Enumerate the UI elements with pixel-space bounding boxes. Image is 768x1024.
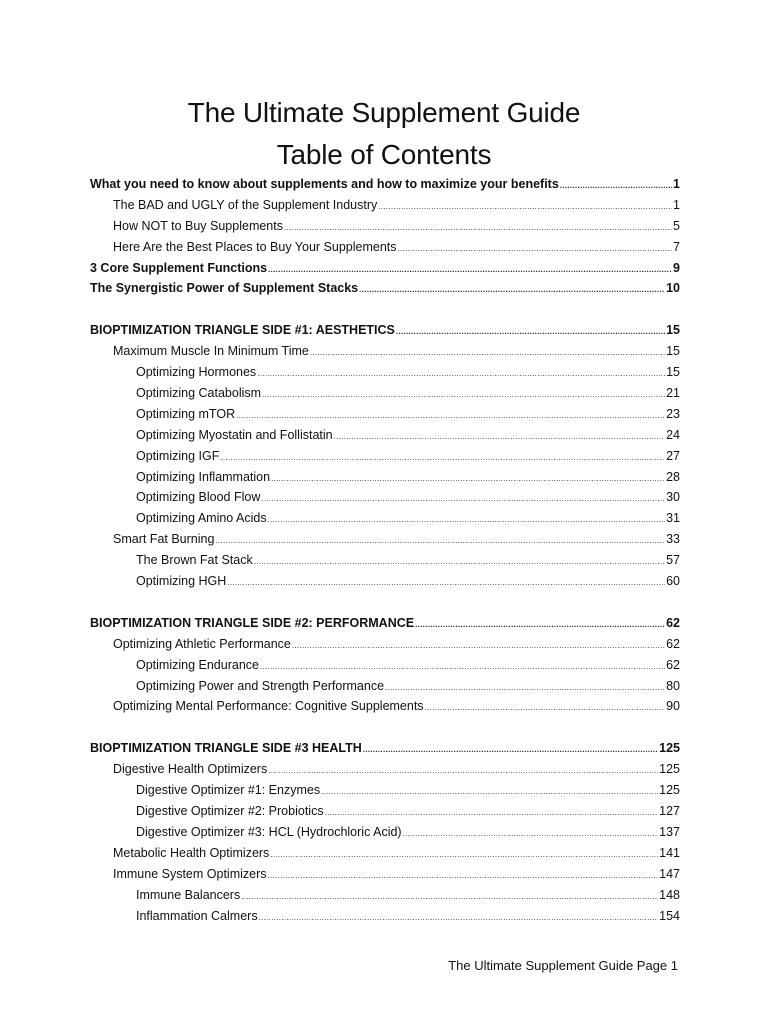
toc-entry-title: Inflammation Calmers bbox=[136, 908, 258, 923]
toc-entry[interactable] bbox=[90, 909, 680, 930]
toc-dot-leader bbox=[271, 474, 665, 483]
toc-entry[interactable] bbox=[90, 741, 680, 762]
toc-entry-title: Optimizing Athletic Performance bbox=[113, 636, 291, 651]
toc-entry[interactable] bbox=[90, 407, 680, 428]
toc-entry-title: 3 Core Supplement Functions bbox=[90, 260, 268, 275]
toc-dot-leader bbox=[403, 829, 659, 838]
toc-entry-page-number: 80 bbox=[666, 678, 680, 693]
toc-dot-leader bbox=[292, 641, 665, 650]
toc-entry[interactable] bbox=[90, 281, 680, 302]
toc-entry[interactable] bbox=[90, 867, 680, 888]
toc-entry-title: Optimizing Hormones bbox=[136, 365, 257, 380]
toc-entry-page-number: 15 bbox=[666, 344, 680, 359]
toc-entry[interactable] bbox=[90, 532, 680, 553]
toc-entry[interactable] bbox=[90, 219, 680, 240]
toc-entry-page-number: 1 bbox=[673, 177, 680, 191]
toc-dot-leader bbox=[284, 223, 672, 232]
toc-entry-page-number: 148 bbox=[659, 887, 680, 902]
toc-entry-page-number: 62 bbox=[666, 615, 680, 630]
toc-entry-title: The Synergistic Power of Supplement Stacks bbox=[90, 281, 359, 296]
toc-entry[interactable] bbox=[90, 637, 680, 658]
toc-entry[interactable] bbox=[90, 699, 680, 720]
toc-entry-page-number: 1 bbox=[673, 197, 680, 212]
toc-entry-title: Optimizing Myostatin and Follistatin bbox=[136, 427, 333, 442]
toc-entry-title: Optimizing Mental Performance: Cognitive Supplements bbox=[113, 699, 424, 714]
toc-entry-page-number: 7 bbox=[673, 239, 680, 254]
toc-entry-page-number: 9 bbox=[673, 260, 680, 275]
toc-entry-page-number: 31 bbox=[666, 511, 680, 526]
document-title bbox=[0, 92, 768, 176]
toc-entry-page-number: 33 bbox=[666, 532, 680, 547]
toc-entry-page-number: 57 bbox=[666, 553, 680, 568]
toc-dot-leader bbox=[259, 913, 659, 922]
toc-entry-page-number: 10 bbox=[666, 281, 680, 296]
toc-entry-title: How NOT to Buy Supplements bbox=[113, 218, 283, 233]
toc-entry-title: Smart Fat Burning bbox=[113, 532, 215, 547]
page-footer: The Ultimate Supplement Guide Page 1 bbox=[448, 958, 678, 973]
toc-dot-leader bbox=[227, 578, 665, 587]
toc-entry-title: Optimizing Inflammation bbox=[136, 469, 271, 484]
toc-entry-title: The BAD and UGLY of the Supplement Industry bbox=[113, 197, 378, 212]
toc-entry-title: Maximum Muscle In Minimum Time bbox=[113, 344, 309, 359]
toc-entry[interactable] bbox=[90, 490, 680, 511]
toc-entry[interactable] bbox=[90, 365, 680, 386]
toc-entry-page-number: 21 bbox=[666, 386, 680, 401]
toc-entry-title: Optimizing Catabolism bbox=[136, 386, 262, 401]
toc-entry-title: BIOPTIMIZATION TRIANGLE SIDE #3 HEALTH bbox=[90, 741, 362, 756]
toc-entry-page-number: 62 bbox=[666, 657, 680, 672]
toc-entry[interactable] bbox=[90, 386, 680, 407]
toc-entry-title: Digestive Optimizer #2: Probiotics bbox=[136, 804, 324, 819]
toc-entry-title: BIOPTIMIZATION TRIANGLE SIDE #1: AESTHETICS bbox=[90, 323, 395, 338]
toc-dot-leader bbox=[396, 327, 665, 336]
toc-entry-page-number: 30 bbox=[666, 490, 680, 505]
toc-dot-leader bbox=[398, 244, 673, 253]
toc-entry[interactable] bbox=[90, 846, 680, 867]
toc-entry-page-number: 125 bbox=[659, 741, 680, 756]
toc-entry[interactable] bbox=[90, 323, 680, 344]
toc-dot-leader bbox=[241, 892, 658, 901]
toc-entry[interactable] bbox=[90, 261, 680, 282]
toc-entry-title: Metabolic Health Optimizers bbox=[113, 845, 270, 860]
toc-entry-page-number: 62 bbox=[666, 636, 680, 651]
toc-entry[interactable] bbox=[90, 344, 680, 365]
toc-entry-page-number: 147 bbox=[659, 866, 680, 881]
toc-entry[interactable] bbox=[90, 762, 680, 783]
toc-dot-leader bbox=[236, 411, 665, 420]
toc-dot-leader bbox=[321, 787, 658, 796]
toc-entry[interactable] bbox=[90, 804, 680, 825]
toc-dot-leader bbox=[260, 662, 665, 671]
toc-dot-leader bbox=[334, 432, 665, 441]
toc-entry-page-number: 154 bbox=[659, 908, 680, 923]
toc-entry-title: Here Are the Best Places to Buy Your Supplements bbox=[113, 239, 397, 254]
toc-entry[interactable] bbox=[90, 658, 680, 679]
toc-dot-leader bbox=[262, 390, 665, 399]
toc-dot-leader bbox=[425, 703, 666, 712]
toc-entry-page-number: 15 bbox=[666, 323, 680, 338]
toc-entry[interactable] bbox=[90, 177, 680, 198]
toc-entry-title: Optimizing HGH bbox=[136, 574, 227, 589]
toc-dot-leader bbox=[220, 453, 665, 462]
toc-entry-page-number: 125 bbox=[659, 762, 680, 777]
toc-entry-page-number: 125 bbox=[659, 783, 680, 798]
toc-dot-leader bbox=[359, 285, 665, 294]
toc-dot-leader bbox=[560, 181, 672, 190]
toc-entry-title: Digestive Health Optimizers bbox=[113, 762, 268, 777]
toc-entry[interactable] bbox=[90, 679, 680, 700]
toc-dot-leader bbox=[310, 348, 665, 357]
toc-dot-leader bbox=[254, 557, 665, 566]
toc-entry[interactable] bbox=[90, 198, 680, 219]
toc-entry[interactable] bbox=[90, 553, 680, 574]
toc-dot-leader bbox=[268, 515, 665, 524]
toc-entry-title: Immune Balancers bbox=[136, 887, 241, 902]
toc-dot-leader bbox=[268, 766, 658, 775]
toc-entry[interactable] bbox=[90, 616, 680, 637]
toc-entry-title: BIOPTIMIZATION TRIANGLE SIDE #2: PERFORMANCE bbox=[90, 615, 415, 630]
toc-entry-title: Optimizing Blood Flow bbox=[136, 490, 261, 505]
toc-entry-title: Optimizing IGF bbox=[136, 448, 220, 463]
toc-entry[interactable] bbox=[90, 428, 680, 449]
toc-entry[interactable] bbox=[90, 783, 680, 804]
toc-entry-title: What you need to know about supplements and how to maximize your benefits bbox=[90, 177, 559, 191]
toc-entry-title: The Brown Fat Stack bbox=[136, 553, 253, 568]
toc-entry-page-number: 28 bbox=[666, 469, 680, 484]
toc-entry-title: Optimizing Endurance bbox=[136, 657, 259, 672]
toc-entry[interactable] bbox=[90, 449, 680, 470]
toc-dot-leader bbox=[378, 202, 672, 211]
toc-entry-page-number: 27 bbox=[666, 448, 680, 463]
toc-entry-title: Immune System Optimizers bbox=[113, 866, 267, 881]
toc-entry-page-number: 24 bbox=[666, 427, 680, 442]
toc-entry[interactable] bbox=[90, 511, 680, 532]
table-of-contents bbox=[90, 177, 680, 929]
toc-entry[interactable] bbox=[90, 470, 680, 491]
toc-dot-leader bbox=[270, 850, 658, 859]
toc-entry-title: Digestive Optimizer #3: HCL (Hydrochloric Acid) bbox=[136, 824, 402, 839]
toc-dot-leader bbox=[268, 871, 659, 880]
toc-dot-leader bbox=[415, 620, 665, 629]
toc-dot-leader bbox=[385, 683, 665, 692]
toc-dot-leader bbox=[268, 265, 672, 274]
toc-dot-leader bbox=[363, 745, 658, 754]
toc-entry-page-number: 15 bbox=[666, 365, 680, 380]
toc-entry-page-number: 141 bbox=[659, 845, 680, 860]
toc-entry-page-number: 127 bbox=[659, 804, 680, 819]
title-line-1: The Ultimate Supplement Guide bbox=[187, 97, 581, 128]
toc-dot-leader bbox=[325, 808, 659, 817]
toc-entry-title: Digestive Optimizer #1: Enzymes bbox=[136, 783, 321, 798]
toc-entry[interactable] bbox=[90, 240, 680, 261]
toc-entry-page-number: 23 bbox=[666, 406, 680, 421]
toc-dot-leader bbox=[257, 369, 665, 378]
toc-entry-page-number: 5 bbox=[673, 218, 680, 233]
toc-entry-title: Optimizing Power and Strength Performance bbox=[136, 678, 385, 693]
toc-entry-page-number: 90 bbox=[666, 699, 680, 714]
toc-entry-page-number: 137 bbox=[659, 824, 680, 839]
toc-entry-title: Optimizing Amino Acids bbox=[136, 511, 267, 526]
title-line-2: Table of Contents bbox=[276, 139, 492, 170]
toc-entry-title: Optimizing mTOR bbox=[136, 406, 236, 421]
toc-entry[interactable] bbox=[90, 825, 680, 846]
toc-entry[interactable] bbox=[90, 574, 680, 595]
toc-dot-leader bbox=[215, 536, 665, 545]
toc-entry-page-number: 60 bbox=[666, 574, 680, 589]
toc-dot-leader bbox=[261, 494, 665, 503]
toc-entry[interactable] bbox=[90, 888, 680, 909]
